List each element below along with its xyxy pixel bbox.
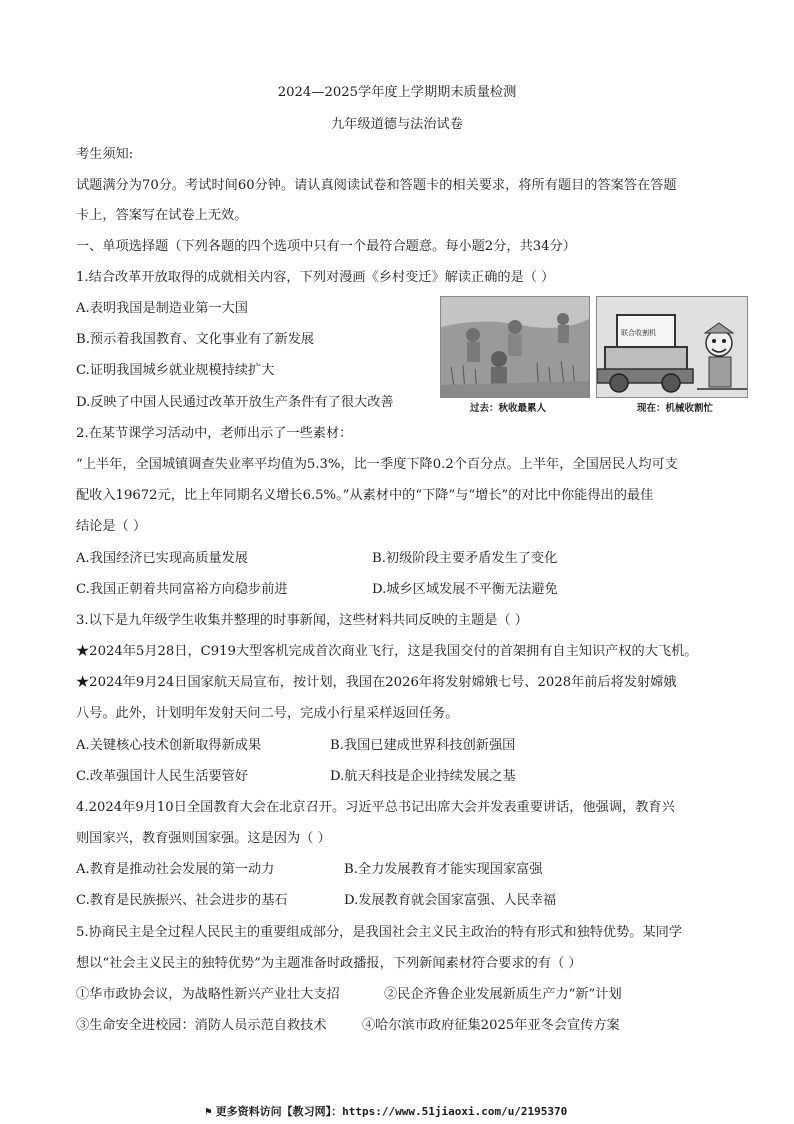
q5-item-3: ③生命安全进校园：消防人员示范自救技术 (76, 1018, 327, 1033)
q5-item-2: ②民企齐鲁企业发展新质生产力“新”计划 (384, 987, 622, 1002)
q3-news-1: ★2024年5月28日，C919大型客机完成首次商业飞行，这是我国交付的首架拥有自主知识产权的大飞机。 (76, 644, 698, 659)
q1-option-c: C.证明我国城乡就业规模持续扩大 (76, 363, 275, 378)
q3-option-c: C.改革强国计人民生活要管好 (76, 769, 249, 784)
q3-option-b: B.我国已建成世界科技创新强国 (330, 738, 516, 753)
q2-stem: 2.在某节课学习活动中，老师出示了一些素材： (76, 426, 353, 441)
q3-news-2-line-2: 八号。此外，计划明年发射天问二号，完成小行星采样返回任务。 (76, 706, 459, 721)
notice-line-2: 卡上，答案写在试卷上无效。 (76, 208, 248, 223)
section-heading: 一、单项选择题（下列各题的四个选项中只有一个最符合题意。每小题2分，共34分） (76, 239, 576, 254)
q4-option-c: C.教育是民族振兴、社会进步的基石 (76, 893, 288, 908)
q2-option-c: C.我国正朝着共同富裕方向稳步前进 (76, 582, 288, 597)
exam-subtitle: 九年级道德与法治试卷 (331, 117, 463, 132)
q3-stem: 3.以下是九年级学生收集并整理的时事新闻，这些材料共同反映的主题是（ ） (76, 613, 528, 628)
q4-option-a: A.教育是推动社会发展的第一动力 (76, 862, 275, 877)
q2-material-line-3: 结论是（ ） (76, 519, 147, 534)
flag-icon: ⚑ (205, 1105, 212, 1118)
q2-option-a: A.我国经济已实现高质量发展 (76, 551, 248, 566)
q2-option-b: B.初级阶段主要矛盾发生了变化 (372, 551, 558, 566)
cartoon-caption-past: 过去：秋收最累人 (470, 403, 547, 414)
cartoon-present-panel (596, 296, 748, 398)
q1-option-b: B.预示着我国教育、文化事业有了新发展 (76, 332, 315, 347)
q5-item-1: ①华市政协会议，为战略性新兴产业壮大支招 (76, 987, 340, 1002)
q1-cartoon (440, 296, 746, 416)
q5-stem-line-1: 5.协商民主是全过程人民民主的重要组成部分，是我国社会主义民主政治的特有形式和独特优势。某同学 (76, 925, 683, 940)
q4-option-b: B.全力发展教育才能实现国家富强 (344, 862, 543, 877)
q4-stem-line-1: 4.2024年9月10日全国教育大会在北京召开。习近平总书记出席大会并发表重要讲话，他强调，教育兴 (76, 800, 675, 815)
q2-material-line-2: 配收入19672元，比上年同期名义增长6.5%。”从素材中的“下降”与“增长”的对比中你能得出的最佳 (76, 488, 654, 503)
footer-link[interactable] (205, 1103, 567, 1119)
q1-stem: 1.结合改革开放取得的成就相关内容，下列对漫画《乡村变迁》解读正确的是（ ） (76, 270, 555, 285)
farm-workers-illustration (441, 297, 589, 397)
exam-title: 2024—2025学年度上学期期末质量检测 (277, 85, 517, 100)
q3-option-d: D.航天科技是企业持续发展之基 (330, 769, 516, 784)
q2-option-d: D.城乡区域发展不平衡无法避免 (372, 582, 558, 597)
cartoon-caption-present: 现在：机械收割忙 (637, 403, 714, 414)
q3-news-2-line-1: ★2024年9月24日国家航天局宣布，按计划，我国在2026年将发射嫦娥七号、2028年前后将发射嫦娥 (76, 675, 677, 690)
q5-stem-line-2: 想以“社会主义民主的独特优势”为主题准备时政播报，下列新闻素材符合要求的有（ ） (76, 956, 582, 971)
footer-text: 更多资料访问【教习网】：https://www.51jiaoxi.com/u/2195370 (215, 1105, 568, 1118)
q1-option-a: A.表明我国是制造业第一大国 (76, 301, 248, 316)
q4-stem-line-2: 则国家兴，教育强则国家强。这是因为（ ） (76, 831, 331, 846)
q1-option-d: D.反映了中国人民通过改革开放生产条件有了很大改善 (76, 395, 394, 410)
cartoon-past-panel (440, 296, 590, 398)
q4-option-d: D.发展教育就会国家富强、人民幸福 (344, 893, 557, 908)
notice-heading: 考生须知: (76, 147, 134, 162)
q3-option-a: A.关键核心技术创新取得新成果 (76, 738, 262, 753)
harvester-label: 联合收割机 (621, 329, 656, 337)
q5-item-4: ④哈尔滨市政府征集2025年亚冬会宣传方案 (362, 1018, 620, 1033)
q2-material-line-1: “上半年，全国城镇调查失业率平均值为5.3%，比一季度下降0.2个百分点。上半年，全国居民人均可支 (76, 457, 678, 472)
combine-harvester-illustration (597, 297, 747, 397)
notice-line-1: 试题满分为70分。考试时间60分钟。请认真阅读试卷和答题卡的相关要求，将所有题目的答案答在答题 (76, 178, 677, 193)
